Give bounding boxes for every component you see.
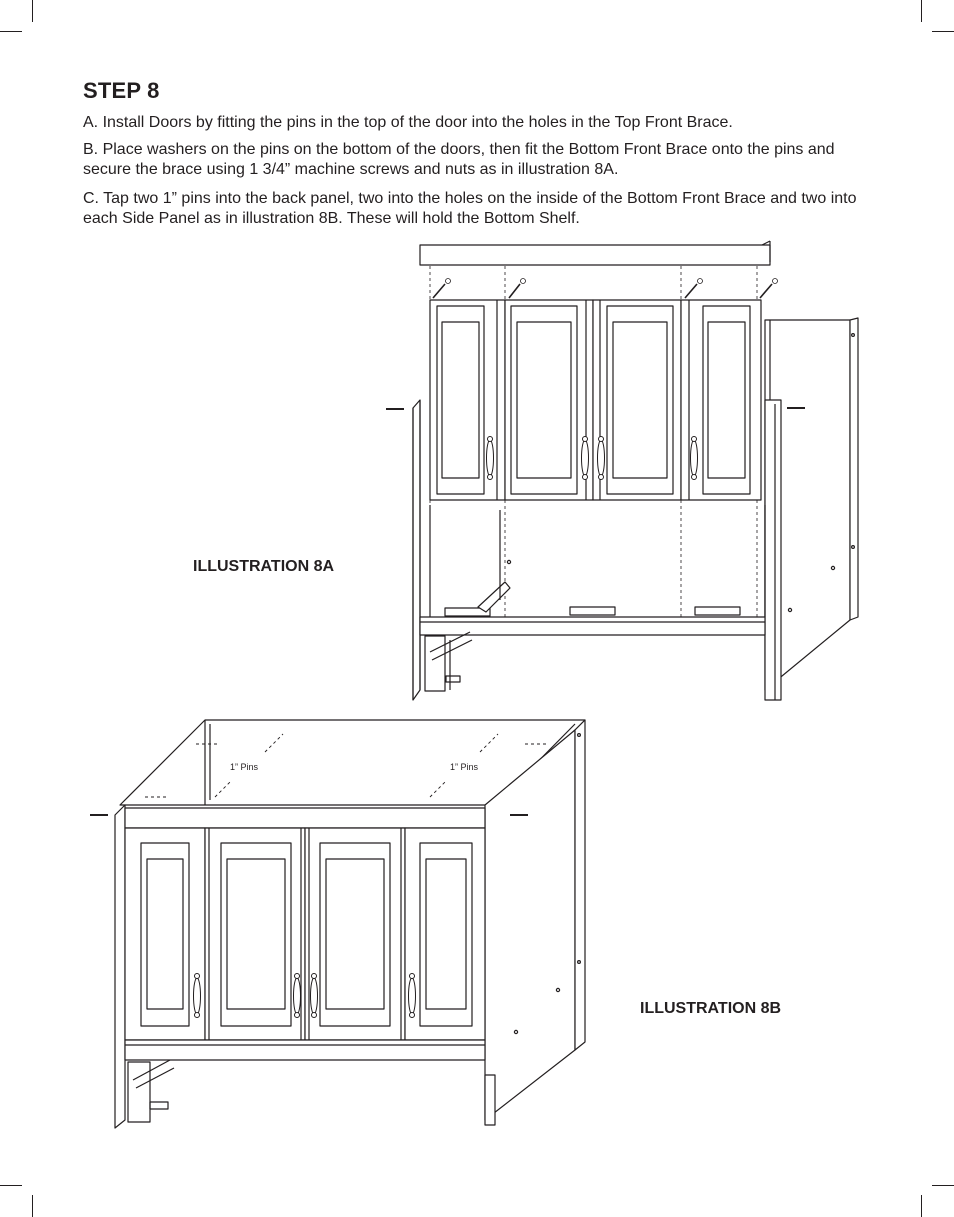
- top-front-brace-8b: [125, 808, 485, 828]
- illustration-8a-label: ILLUSTRATION 8A: [193, 558, 335, 575]
- step-title: STEP 8: [83, 78, 160, 103]
- instruction-b: B. Place washers on the pins on the bottom of the doors, then fit the Bottom Front Brace onto the pins and secure the brace using 1 3/4” machine screws and nuts as in illustration 8A.: [83, 141, 835, 178]
- instruction-a: A. Install Doors by fitting the pins in the top of the door into the holes in the Top Front Brace.: [83, 114, 733, 131]
- bottom-front-brace-8b: [125, 1040, 485, 1122]
- illustration-8b-label: ILLUSTRATION 8B: [640, 1000, 782, 1017]
- pin-label-left: 1” Pins: [230, 762, 259, 772]
- pin-label-right: 1” Pins: [450, 762, 479, 772]
- instruction-c: C. Tap two 1” pins into the back panel, two into the holes on the inside of the Bottom Front Brace and two into each Side Panel as in illustration 8B. These will hold the Bottom Shelf.: [83, 190, 857, 227]
- doors-8b: [125, 828, 485, 1040]
- left-side-panel-8b: [115, 805, 125, 1128]
